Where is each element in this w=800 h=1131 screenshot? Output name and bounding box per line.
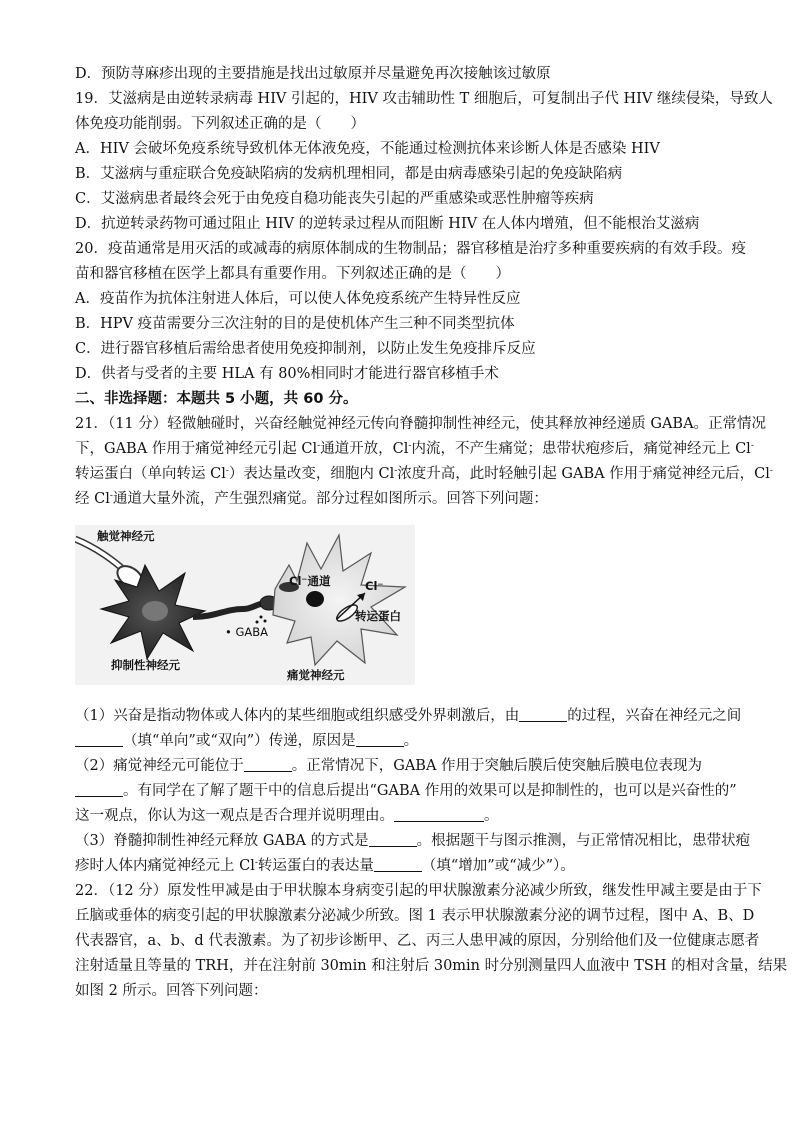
section-heading: 二、非选择题：本题共 5 小题，共 60 分。 xyxy=(75,391,358,407)
answer-blank[interactable] xyxy=(356,732,404,747)
q22-stem-line4: 注射适量且等量的 TRH，并在注射前 30min 和注射后 30min 时分别测量四人血液中 TSH 的相对含量，结果 xyxy=(75,958,788,974)
answer-blank[interactable] xyxy=(374,857,422,872)
q19-stem-line2: 体免疫功能削弱。下列叙述正确的是（ ） xyxy=(75,116,365,132)
q21-part3-line1: （3）脊髓抑制性神经元释放 GABA 的方式是 。根据题干与图示推测，与正常情况相比，患带状疱 xyxy=(75,833,751,849)
answer-blank[interactable] xyxy=(75,732,123,747)
gaba-dot xyxy=(256,621,259,624)
q21-part2-line2: 。有同学在了解了题干中的信息后提出“GABA 作用的效果可以是抑制性的，也可以是兴奋性的” xyxy=(75,781,737,801)
label-cl-ion: Cl⁻ xyxy=(365,579,384,593)
answer-blank[interactable] xyxy=(75,782,123,797)
answer-blank[interactable] xyxy=(394,807,484,822)
label-gaba: • GABA xyxy=(225,625,268,639)
inhibitory-neuron-nucleus xyxy=(142,601,168,621)
gaba-dot xyxy=(264,620,267,623)
q21-part1-line1: （1）兴奋是指动物体或人体内的某些细胞或组织感受外界刺激后，由 的过程，兴奋在神经元之间 xyxy=(75,708,742,724)
label-cl-channel: Cl⁻通道 xyxy=(289,574,331,588)
label-inhibitory-neuron: 抑制性神经元 xyxy=(111,658,180,672)
q19-option-b: B．艾滋病与重症联合免疫缺陷病的发病机理相同，都是由病毒感染引起的免疫缺陷病 xyxy=(75,166,623,182)
q20-stem-line1: 20．疫苗通常是用灭活的或减毒的病原体制成的生物制品；器官移植是治疗多种重要疾病的有效手段。疫 xyxy=(75,241,746,257)
q22-stem-line1: 22．（12 分）原发性甲减是由于甲状腺本身病变引起的甲状腺激素分泌减少所致，继发性甲减主要是由于下 xyxy=(75,883,762,899)
q20-stem-line2: 苗和器官移植在医学上都具有重要作用。下列叙述正确的是（ ） xyxy=(75,266,510,282)
neuron-diagram xyxy=(75,525,415,685)
q19-option-d: D．抗逆转录药物可通过阻止 HIV 的逆转录过程从而阻断 HIV 在人体内增殖，但不能根治艾滋病 xyxy=(75,216,700,232)
pain-neuron-nucleus xyxy=(306,591,324,607)
q21-part2-line3: 这一观点，你认为这一观点是否合理并说明理由。 。 xyxy=(75,808,499,824)
q18-option-d: D．预防荨麻疹出现的主要措施是找出过敏原并尽量避免再次接触该过敏原 xyxy=(75,66,551,82)
q20-option-a: A．疫苗作为抗体注射进人体后，可以使人体免疫系统产生特异性反应 xyxy=(75,291,521,307)
q21-part3-line2: 疹时人体内痛觉神经元上 Cl-转运蛋白的表达量 （填“增加”或“减少”）。 xyxy=(75,858,575,874)
label-transporter: 转运蛋白 xyxy=(355,609,401,623)
answer-blank[interactable] xyxy=(369,832,417,847)
q19-stem-line1: 19．艾滋病是由逆转录病毒 HIV 引起的，HIV 攻击辅助性 T 细胞后，可复制出子代 HIV 继续侵染，导致人 xyxy=(75,91,773,107)
q22-stem-line2: 丘脑或垂体的病变引起的甲状腺激素分泌减少所致。图 1 表示甲状腺激素分泌的调节过程，图中 A、B、D xyxy=(75,908,755,924)
q19-option-c: C．艾滋病患者最终会死于由免疫自稳功能丧失引起的严重感染或恶性肿瘤等疾病 xyxy=(75,191,594,207)
q20-option-b: B．HPV 疫苗需要分三次注射的目的是使机体产生三种不同类型抗体 xyxy=(75,316,515,332)
q21-part2-line1: （2）痛觉神经元可能位于 。正常情况下，GABA 作用于突触后膜后使突触后膜电位表现为 xyxy=(75,758,703,774)
q21-stem-line2: 下，GABA 作用于痛觉神经元引起 Cl-通道开放，Cl-内流，不产生痛觉；患带状疱疹后，痛觉神经元上 Cl- xyxy=(75,441,754,457)
q19-option-a: A．HIV 会破坏免疫系统导致机体无体液免疫，不能通过检测抗体来诊断人体是否感染 HIV xyxy=(75,141,660,157)
q20-option-d: D．供者与受者的主要 HLA 有 80%相同时才能进行器官移植手术 xyxy=(75,366,499,382)
q20-option-c: C．进行器官移植后需给患者使用免疫抑制剂，以防止发生免疫排斥反应 xyxy=(75,341,536,357)
q22-stem-line3: 代表器官，a、b、d 代表激素。为了初步诊断甲、乙、丙三人患甲减的原因，分别给他们及一位健康志愿者 xyxy=(75,933,760,949)
answer-blank[interactable] xyxy=(519,707,567,722)
answer-blank[interactable] xyxy=(244,757,292,772)
label-touch-neuron: 触觉神经元 xyxy=(97,529,155,543)
q21-stem-line4: 经 Cl-通道大量外流，产生强烈痛觉。部分过程如图所示。回答下列问题： xyxy=(75,491,548,507)
q21-stem-line1: 21．（11 分）轻微触碰时，兴奋经触觉神经元传向脊髓抑制性神经元，使其释放神经递质 GABA。正常情况 xyxy=(75,416,767,432)
gaba-dot xyxy=(260,616,263,619)
q21-part1-line2: （填“单向”或“双向”）传递，原因是 。 xyxy=(75,731,418,751)
q21-stem-line3: 转运蛋白（单向转运 Cl-）表达量改变，细胞内 Cl-浓度升高，此时轻触引起 GABA 作用于痛觉神经元后，Cl- xyxy=(75,466,773,482)
q22-stem-line5: 如图 2 所示。回答下列问题： xyxy=(75,983,268,999)
label-pain-neuron: 痛觉神经元 xyxy=(287,668,345,682)
